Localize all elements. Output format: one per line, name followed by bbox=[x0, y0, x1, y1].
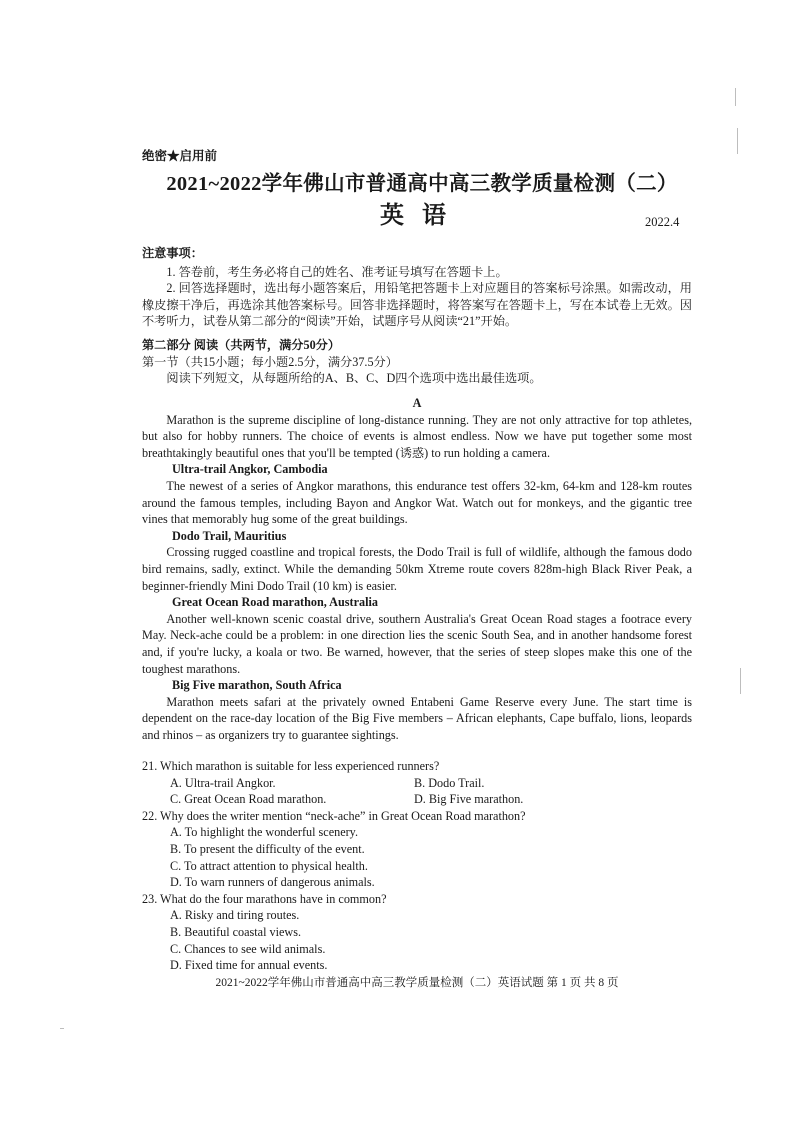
option-22a: A. To highlight the wonderful scenery. bbox=[170, 825, 359, 840]
option-22d: D. To warn runners of dangerous animals. bbox=[170, 875, 375, 890]
question-stem: 22. Why does the writer mention “neck-ache” in Great Ocean Road marathon? bbox=[142, 808, 526, 823]
section-heading: 第一节（共15小题；每小题2.5分，满分37.5分） bbox=[142, 354, 398, 369]
option-21a: A. Ultra-trail Angkor. bbox=[170, 775, 276, 790]
notes-item: 2. 回答选择题时，选出每小题答案后，用铅笔把答题卡上对应题目的答案标号涂黑。如需改动，用橡皮擦干净后，再选涂其他答案标号。回答非选择题时，将答案写在答题卡上，写在本试卷上无效。因不考听力，试卷从第二部分的“阅读”开始，试题序号从阅读“21”开始。 bbox=[142, 281, 692, 329]
question-stem: 21. Which marathon is suitable for less experienced runners? bbox=[142, 759, 440, 773]
section-title: Big Five marathon, South Africa bbox=[172, 678, 342, 693]
page-footer: 2021~2022学年佛山市普通高中高三教学质量检测（二）英语试题 第 1 页 共 8 页 bbox=[215, 977, 619, 989]
notes-heading: 注意事项： bbox=[142, 246, 203, 260]
part-header bbox=[142, 337, 692, 387]
option-22c: C. To attract attention to physical health. bbox=[170, 858, 368, 873]
passage-intro: Marathon is the supreme discipline of long-distance running. They are not only attractive for top athletes, but also for hobby runners. The choice of events is almost endless. Now we have put together some most breathtakingly beautiful ones that you'll be tempted (诱惑) to run holding a camera. bbox=[142, 412, 692, 460]
option-21b: B. Dodo Trail. bbox=[414, 775, 485, 790]
section-text: Another well-known scenic coastal drive, southern Australia's Great Ocean Road stages a footrace every May. Neck-ache could be a problem: in one direction lies the scenic South Sea, and in another handsome forest and, if you're lucky, a koala or two. Be warned, however, that the series of steep slopes make this one of the toughest marathons. bbox=[142, 611, 692, 676]
scan-artifact bbox=[60, 1028, 64, 1029]
option-21d: D. Big Five marathon. bbox=[414, 792, 524, 807]
option-23b: B. Beautiful coastal views. bbox=[170, 924, 301, 939]
passage-a bbox=[142, 395, 692, 743]
scan-artifact bbox=[735, 88, 736, 106]
section-title: Dodo Trail, Mauritius bbox=[172, 528, 287, 543]
section-title: Ultra-trail Angkor, Cambodia bbox=[172, 462, 328, 477]
option-22b: B. To present the difficulty of the event. bbox=[170, 841, 365, 856]
exam-date: 2022.4 bbox=[645, 215, 680, 229]
option-row bbox=[142, 791, 692, 808]
section-text: Marathon meets safari at the privately owned Entabeni Game Reserve every June. The start time is dependent on the race-day location of the Big Five members – African elephants, Cape buffalo, lions, leopards and rhinos – as organizers try to guarantee sightings. bbox=[142, 694, 692, 742]
option-23c: C. Chances to see wild animals. bbox=[170, 941, 326, 956]
section-text: Crossing rugged coastline and tropical forests, the Dodo Trail is full of wildlife, although the famous dodo bird remains, sadly, extinct. While the demanding 50km Xtreme route covers 828m-high Black River Peak, a beginner-friendly Mini Dodo Trail (10 km) is easier. bbox=[142, 545, 692, 593]
option-23a: A. Risky and tiring routes. bbox=[170, 908, 300, 923]
part-heading: 第二部分 阅读（共两节，满分50分） bbox=[142, 338, 341, 352]
section-text: The newest of a series of Angkor marathons, this endurance test offers 32-km, 64-km and 128-km routes around the famous temples, including Bayon and Angkor Wat. Watch out for monkeys, and the gigantic tree vines that memorably hug some of the great buildings. bbox=[142, 478, 692, 527]
confidential-mark: 绝密★启用前 bbox=[142, 149, 218, 163]
option-23d: D. Fixed time for annual events. bbox=[170, 958, 328, 973]
scan-artifact bbox=[740, 668, 741, 694]
question-stem: 23. What do the four marathons have in common? bbox=[142, 891, 387, 906]
scan-artifact bbox=[737, 128, 738, 154]
instruction: 阅读下列短文，从每题所给的A、B、C、D四个选项中选出最佳选项。 bbox=[166, 371, 542, 386]
option-row bbox=[142, 775, 692, 792]
passage-label: A bbox=[412, 396, 422, 410]
notes-item: 1. 答卷前，考生务必将自己的姓名、准考证号填写在答题卡上。 bbox=[166, 264, 508, 279]
section-title: Great Ocean Road marathon, Australia bbox=[172, 595, 378, 610]
questions-block bbox=[142, 758, 692, 974]
subject-title: 英语 bbox=[380, 203, 464, 229]
notes-block bbox=[142, 245, 692, 330]
option-21c: C. Great Ocean Road marathon. bbox=[170, 792, 327, 807]
exam-title: 2021~2022学年佛山市普通高中高三教学质量检测（二） bbox=[166, 173, 678, 195]
